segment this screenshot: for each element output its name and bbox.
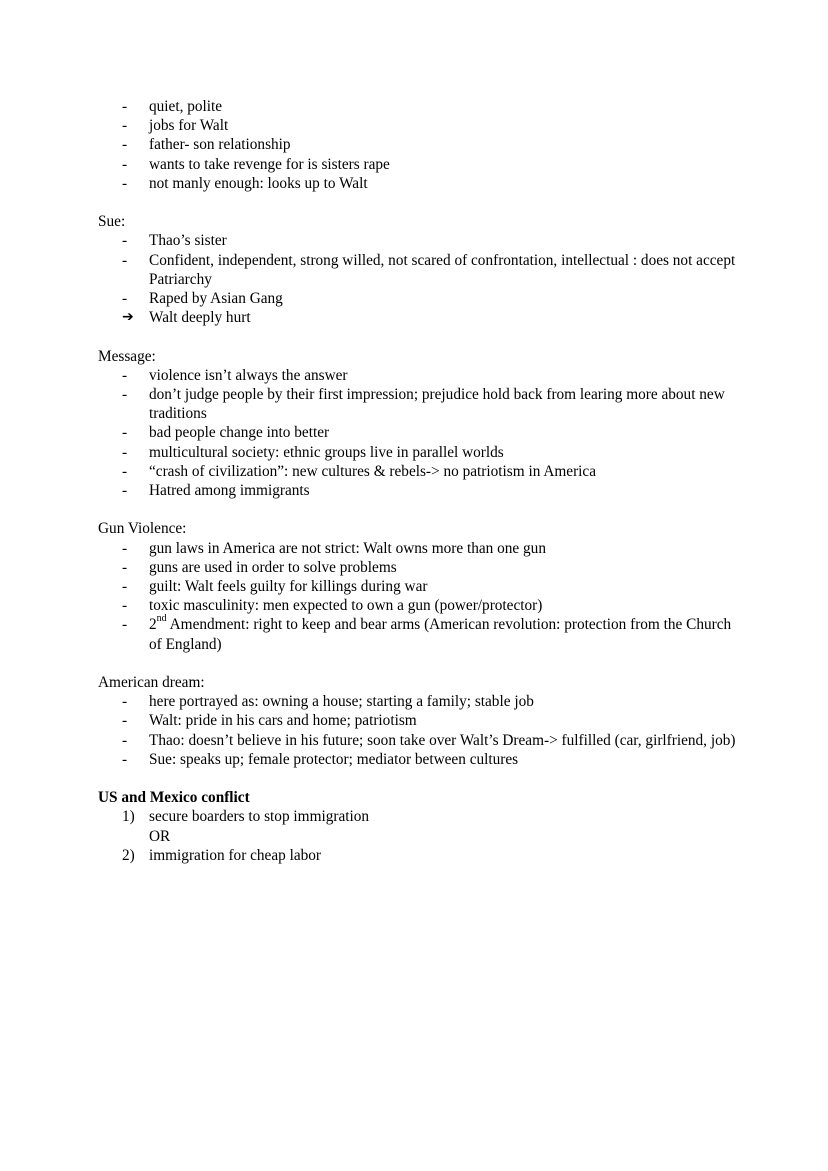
dash-bullet: - [122,366,128,384]
american-dream-section [98,673,738,769]
list-item [98,116,738,135]
message-heading: Message: [98,347,156,365]
list-item [98,135,738,154]
list-item-text: Walt: pride in his cars and home; patriotism [149,712,417,730]
notes-content [98,97,738,884]
dash-bullet: - [122,232,128,250]
message-section [98,347,738,501]
dash-bullet: - [122,174,128,192]
dash-bullet: - [122,558,128,576]
list-item-text: here portrayed as: owning a house; starting a family; stable job [149,693,534,711]
dash-bullet: - [122,98,128,115]
arrow-right-icon: ➔ [122,309,134,326]
list-item [98,615,738,653]
or-separator [98,827,738,846]
dash-bullet: - [122,136,128,154]
gun-violence-list [98,539,738,654]
american-dream-heading: American dream: [98,674,205,692]
dash-bullet: - [122,443,128,461]
dash-bullet: - [122,482,128,500]
list-item [98,251,738,289]
amendment-text: Amendment: right to keep and bear arms (American revolution: protection from the Church of England) [149,616,732,653]
amendment-ordinal-suffix: nd [156,613,167,625]
list-item-text: Hatred among immigrants [149,482,310,500]
dash-bullet: - [122,578,128,596]
list-item [98,174,738,193]
dash-bullet: - [122,693,128,711]
list-item [98,807,738,826]
dash-bullet: - [122,290,128,308]
list-item-text: immigration for cheap labor [149,846,322,864]
list-item-text: Thao: doesn’t believe in his future; soon take over Walt’s Dream-> fulfilled (car, girlfriend, job) [149,731,736,749]
list-item [98,423,738,442]
list-item-text: jobs for Walt [149,117,229,135]
list-item-text: guilt: Walt feels guilty for killings during war [149,578,428,596]
list-item [98,596,738,615]
list-item-text: bad people change into better [149,424,330,442]
us-mexico-heading: US and Mexico conflict [98,789,250,807]
list-item-text: don’t judge people by their first impression; prejudice hold back from learing more about new traditions [149,386,725,423]
list-number: 2) [122,846,135,864]
dash-bullet: - [122,386,128,404]
list-item [98,577,738,596]
dash-bullet: - [122,750,128,768]
gun-violence-heading: Gun Violence: [98,520,187,538]
list-item [98,308,738,327]
list-item-text: Confident, independent, strong willed, not scared of confrontation, intellectual : does not accept Patriarchy [149,251,736,288]
or-text: OR [149,827,171,845]
list-item [98,692,738,711]
dash-bullet: - [122,731,128,749]
list-item [98,366,738,385]
list-item [98,443,738,462]
list-item [98,558,738,577]
list-item [98,750,738,769]
list-item-text: multicultural society: ethnic groups live in parallel worlds [149,443,504,461]
list-item [98,711,738,730]
list-number: 1) [122,808,135,826]
list-item [98,846,738,865]
list-item [98,539,738,558]
list-item [98,731,738,750]
list-item [98,97,738,116]
dash-bullet: - [122,424,128,442]
list-item-text: toxic masculinity: men expected to own a gun (power/protector) [149,597,543,615]
list-item-text: Thao’s sister [149,232,227,250]
american-dream-list [98,692,738,769]
list-item-text: secure boarders to stop immigration [149,808,370,826]
amendment-number: 2 [149,616,157,634]
dash-bullet: - [122,251,128,269]
dash-bullet: - [122,539,128,557]
message-list [98,366,738,500]
us-mexico-section [98,788,738,865]
list-item-text: Walt deeply hurt [149,309,251,327]
list-item-text: guns are used in order to solve problems [149,558,397,576]
gun-violence-section [98,519,738,653]
list-item [98,155,738,174]
dash-bullet: - [122,712,128,730]
list-item-text: gun laws in America are not strict: Walt owns more than one gun [149,539,546,557]
list-item [98,289,738,308]
dash-bullet: - [122,597,128,615]
list-item [98,462,738,481]
sue-list [98,231,738,327]
list-item-text: violence isn’t always the answer [149,366,348,384]
list-item-text: father- son relationship [149,136,291,154]
list-item-text: “crash of civilization”: new cultures & rebels-> no patriotism in America [149,462,596,480]
list-item-text: Raped by Asian Gang [149,290,283,308]
list-item-text: wants to take revenge for is sisters rape [149,155,390,173]
sue-section [98,212,738,327]
dash-bullet: - [122,462,128,480]
dash-bullet: - [122,616,128,634]
list-item [98,481,738,500]
list-item-text: Sue: speaks up; female protector; mediator between cultures [149,750,519,768]
sue-heading: Sue: [98,213,126,231]
list-item [98,385,738,423]
list-item-text: not manly enough: looks up to Walt [149,174,368,192]
list-item [98,231,738,250]
thao-section [98,97,738,193]
us-mexico-list [98,807,738,865]
list-item-text: quiet, polite [149,98,223,115]
dash-bullet: - [122,155,128,173]
dash-bullet: - [122,117,128,135]
thao-list [98,97,738,193]
